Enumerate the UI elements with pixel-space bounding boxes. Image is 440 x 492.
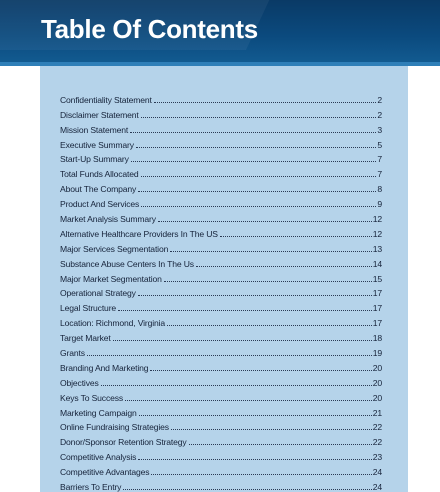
toc-entry-page-number: 15 [372, 273, 382, 284]
toc-entry[interactable] [60, 328, 382, 343]
toc-dot-leader [138, 459, 371, 460]
toc-list [60, 90, 382, 492]
toc-entry-title: Objectives [60, 377, 99, 388]
toc-dot-leader [151, 474, 371, 475]
toc-dot-leader [138, 295, 372, 296]
toc-entry-title: Executive Summary [60, 139, 134, 150]
toc-entry-page-number: 14 [372, 258, 382, 269]
toc-entry[interactable] [60, 462, 382, 477]
toc-entry-title: Product And Services [60, 199, 140, 210]
toc-entry-title: Start-Up Summary [60, 154, 129, 165]
toc-entry[interactable] [60, 373, 382, 388]
toc-entry[interactable] [60, 105, 382, 120]
toc-entry[interactable] [60, 343, 382, 358]
toc-entry-title: Keys To Success [60, 392, 124, 403]
toc-entry-title: Disclaimer Statement [60, 109, 139, 120]
toc-dot-leader [158, 221, 372, 222]
toc-dot-leader [113, 340, 372, 341]
toc-entry-page-number: 2 [377, 94, 382, 105]
toc-entry-page-number: 12 [372, 228, 382, 239]
toc-entry-title: Legal Structure [60, 303, 117, 314]
toc-dot-leader [130, 132, 376, 133]
toc-entry[interactable] [60, 150, 382, 165]
toc-entry-page-number: 17 [372, 318, 382, 329]
toc-entry-title: Target Market [60, 333, 111, 344]
toc-entry[interactable] [60, 194, 382, 209]
toc-entry[interactable] [60, 209, 382, 224]
toc-dot-leader [167, 325, 372, 326]
toc-entry-title: Marketing Campaign [60, 407, 137, 418]
toc-dot-leader [87, 355, 372, 356]
toc-entry-title: Total Funds Allocated [60, 169, 139, 180]
toc-entry-page-number: 17 [372, 288, 382, 299]
toc-entry-page-number: 17 [372, 303, 382, 314]
toc-entry-title: Market Analysis Summary [60, 214, 156, 225]
toc-entry[interactable] [60, 120, 382, 135]
toc-dot-leader [141, 117, 377, 118]
toc-entry-page-number: 22 [372, 422, 382, 433]
toc-entry-page-number: 23 [372, 452, 382, 463]
toc-dot-leader [139, 415, 372, 416]
toc-entry[interactable] [60, 135, 382, 150]
toc-panel [40, 66, 408, 492]
toc-dot-leader [136, 147, 376, 148]
toc-entry-title: Confidentiality Statement [60, 94, 152, 105]
toc-entry-page-number: 7 [377, 169, 382, 180]
toc-entry-title: Competitive Analysis [60, 452, 137, 463]
toc-dot-leader [170, 251, 372, 252]
toc-entry-page-number: 8 [377, 184, 382, 195]
toc-entry-title: About The Company [60, 184, 137, 195]
toc-entry-title: Barriers To Entry [60, 482, 122, 492]
toc-entry[interactable] [60, 164, 382, 179]
toc-entry[interactable] [60, 224, 382, 239]
toc-entry-page-number: 18 [372, 333, 382, 344]
toc-entry-title: Online Fundraising Strategies [60, 422, 169, 433]
toc-entry-title: Grants [60, 348, 85, 359]
toc-entry[interactable] [60, 90, 382, 105]
toc-entry-title: Major Market Segmentation [60, 273, 162, 284]
toc-dot-leader [125, 400, 372, 401]
toc-entry[interactable] [60, 418, 382, 433]
toc-entry[interactable] [60, 432, 382, 447]
toc-entry-title: Operational Strategy [60, 288, 136, 299]
toc-entry[interactable] [60, 358, 382, 373]
toc-dot-leader [196, 266, 372, 267]
toc-dot-leader [154, 102, 377, 103]
toc-dot-leader [123, 489, 371, 490]
toc-entry-page-number: 24 [372, 467, 382, 478]
toc-entry-page-number: 19 [372, 348, 382, 359]
toc-entry-page-number: 12 [372, 214, 382, 225]
toc-entry-title: Competitive Advantages [60, 467, 150, 478]
toc-entry[interactable] [60, 239, 382, 254]
toc-dot-leader [118, 310, 372, 311]
toc-dot-leader [150, 370, 371, 371]
toc-entry-page-number: 24 [372, 482, 382, 492]
toc-dot-leader [164, 281, 372, 282]
toc-dot-leader [131, 161, 377, 162]
page-title: Table Of Contents [41, 14, 258, 44]
toc-entry-page-number: 9 [377, 199, 382, 210]
toc-dot-leader [141, 206, 376, 207]
toc-dot-leader [101, 385, 372, 386]
toc-dot-leader [171, 429, 372, 430]
toc-entry-page-number: 20 [372, 377, 382, 388]
toc-entry-title: Donor/Sponsor Retention Strategy [60, 437, 187, 448]
toc-entry-page-number: 20 [372, 392, 382, 403]
toc-entry-page-number: 7 [377, 154, 382, 165]
toc-entry-title: Location: Richmond, Virginia [60, 318, 166, 329]
toc-entry-page-number: 21 [372, 407, 382, 418]
toc-entry-page-number: 5 [377, 139, 382, 150]
toc-entry-title: Substance Abuse Centers In The Us [60, 258, 194, 269]
toc-dot-leader [138, 191, 376, 192]
toc-entry-page-number: 20 [372, 362, 382, 373]
toc-entry[interactable] [60, 313, 382, 328]
toc-entry-title: Mission Statement [60, 124, 129, 135]
toc-entry-page-number: 3 [377, 124, 382, 135]
toc-entry-page-number: 2 [377, 109, 382, 120]
toc-entry[interactable] [60, 254, 382, 269]
toc-entry[interactable] [60, 298, 382, 313]
toc-entry[interactable] [60, 388, 382, 403]
toc-entry[interactable] [60, 179, 382, 194]
toc-entry-page-number: 13 [372, 243, 382, 254]
toc-entry[interactable] [60, 447, 382, 462]
toc-entry[interactable] [60, 403, 382, 418]
toc-entry-title: Alternative Healthcare Providers In The US [60, 228, 218, 239]
toc-dot-leader [220, 236, 372, 237]
toc-entry[interactable] [60, 477, 382, 492]
toc-entry[interactable] [60, 269, 382, 284]
toc-entry-page-number: 22 [372, 437, 382, 448]
toc-entry-title: Major Services Segmentation [60, 243, 169, 254]
toc-dot-leader [141, 176, 377, 177]
toc-entry[interactable] [60, 284, 382, 299]
page-header [0, 0, 440, 66]
toc-dot-leader [189, 444, 372, 445]
toc-entry-title: Branding And Marketing [60, 362, 149, 373]
